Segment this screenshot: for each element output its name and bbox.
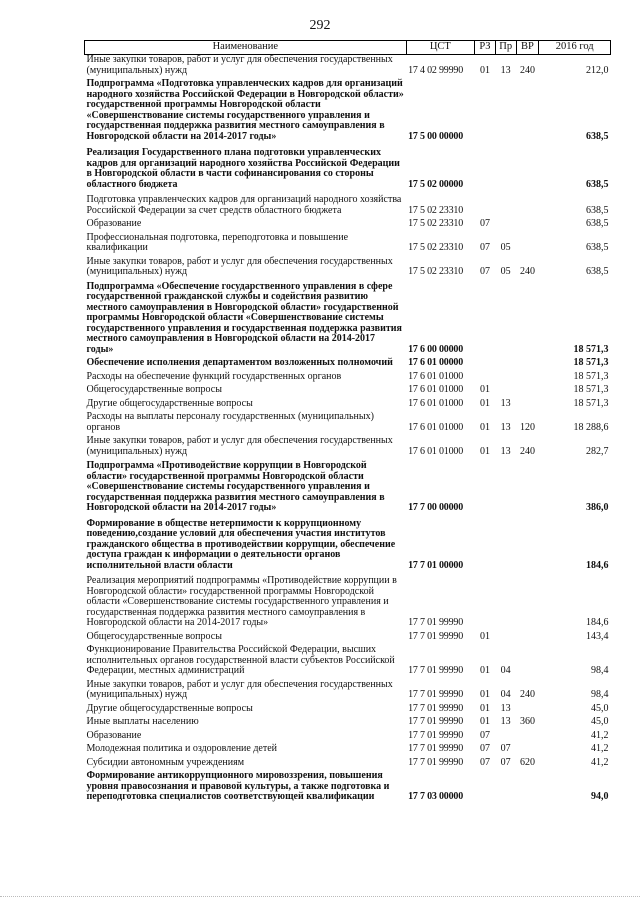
row-value: 638,5 bbox=[586, 218, 609, 229]
row-name: Молодежная политика и оздоровление детей bbox=[86, 743, 278, 754]
row-rz: 01 bbox=[479, 445, 490, 457]
row-value: 184,6 bbox=[586, 559, 609, 571]
row-cst: 17 7 01 99990 bbox=[408, 665, 464, 676]
row-rz: 07 bbox=[479, 266, 490, 277]
row-pr bbox=[495, 195, 516, 219]
row-name: Формирование антикоррупционного мировоззрения, повышения уровня правосознания и правовой культуры, а также подготовка и переподготовка специалистов соответствующей квалификации bbox=[86, 770, 390, 802]
row-rz: 07 bbox=[479, 218, 490, 229]
row-pr: 13 bbox=[500, 421, 511, 433]
row-pr: 07 bbox=[500, 743, 511, 754]
row-cst: 17 7 00 00000 bbox=[408, 502, 464, 513]
row-name: Общегосударственные вопросы bbox=[86, 630, 222, 642]
row-cst: 17 7 03 00000 bbox=[408, 791, 464, 802]
row-name: Образование bbox=[86, 729, 142, 741]
row-value: 98,4 bbox=[591, 665, 609, 676]
row-rz: 01 bbox=[479, 630, 490, 642]
row-vr bbox=[516, 576, 539, 632]
row-value: 41,2 bbox=[591, 743, 609, 754]
row-name: Расходы на выплаты персоналу государственных (муниципальных) органов bbox=[86, 411, 374, 433]
row-value: 212,0 bbox=[586, 64, 609, 76]
row-value: 41,2 bbox=[591, 756, 609, 768]
header-pr: Пр bbox=[495, 41, 516, 55]
row-cst: 17 6 01 01000 bbox=[408, 397, 464, 409]
table-row bbox=[85, 436, 611, 461]
row-pr bbox=[495, 461, 516, 519]
row-cst: 17 7 01 99990 bbox=[408, 617, 464, 628]
table-row bbox=[85, 233, 611, 257]
row-value: 41,2 bbox=[591, 729, 609, 741]
row-name: Другие общегосударственные вопросы bbox=[86, 702, 253, 714]
row-vr: 360 bbox=[519, 716, 535, 727]
table-row bbox=[85, 148, 611, 195]
row-vr: 120 bbox=[519, 421, 535, 433]
row-cst: 17 4 02 99990 bbox=[408, 64, 464, 76]
row-rz: 01 bbox=[479, 702, 490, 714]
row-pr: 13 bbox=[500, 716, 511, 727]
table-row bbox=[85, 257, 611, 282]
table-row bbox=[85, 219, 611, 233]
row-vr bbox=[516, 219, 539, 233]
row-name: Реализация Государственного плана подготовки управленческих кадров для организаций народного хозяйства Российской Федерации в Новгородской области в части софинансирования со стороны областного бюджета bbox=[86, 147, 400, 190]
table-row bbox=[85, 358, 611, 372]
table-row bbox=[85, 412, 611, 436]
row-name: Иные выплаты населению bbox=[86, 716, 199, 727]
table-row bbox=[85, 717, 611, 731]
table-row bbox=[85, 632, 611, 646]
row-value: 143,4 bbox=[586, 630, 609, 642]
row-cst: 17 7 01 99990 bbox=[408, 689, 464, 700]
row-pr bbox=[495, 358, 516, 372]
row-value: 184,6 bbox=[586, 617, 609, 628]
row-rz: 07 bbox=[479, 756, 490, 768]
row-cst: 17 5 00 00000 bbox=[408, 130, 464, 142]
row-rz: 01 bbox=[479, 689, 490, 700]
row-rz: 01 bbox=[479, 64, 490, 76]
row-cst: 17 7 01 99990 bbox=[408, 702, 464, 714]
row-rz bbox=[475, 771, 496, 807]
row-pr bbox=[495, 576, 516, 632]
row-cst: 17 5 02 23310 bbox=[408, 204, 464, 216]
row-name: Подпрограмма «Противодействие коррупции в Новгородской области» государственной программы Новгородской области «Совершенствование системы государственного управления и государственная поддержка развития местного самоуправления в Новгородской области на 2014-2017 годы» bbox=[86, 460, 385, 513]
row-rz bbox=[475, 358, 496, 372]
row-vr: 240 bbox=[519, 689, 535, 700]
table-row bbox=[85, 519, 611, 577]
row-rz bbox=[475, 79, 496, 148]
row-name: Общегосударственные вопросы bbox=[86, 384, 222, 395]
row-name: Подпрограмма «Подготовка управленческих кадров для организаций народного хозяйства Российской Федерации в Новгородской области» государственной программы Новгородской области «Совершенствование системы государственного управления и государственная поддержка развития местного самоуправления в Новгородской области на 2014-2017 годы» bbox=[86, 78, 404, 142]
row-name: Обеспечение исполнения департаментом возложенных полномочий bbox=[86, 357, 393, 368]
row-pr bbox=[495, 771, 516, 807]
table-row bbox=[85, 399, 611, 413]
row-rz bbox=[475, 372, 496, 386]
row-cst: 17 5 02 00000 bbox=[408, 178, 464, 190]
row-vr: 620 bbox=[519, 756, 535, 768]
row-vr bbox=[516, 632, 539, 646]
row-value: 18 571,3 bbox=[573, 357, 609, 368]
row-vr bbox=[516, 282, 539, 359]
row-cst: 17 7 01 99990 bbox=[408, 630, 464, 642]
row-pr: 04 bbox=[500, 689, 511, 700]
row-rz bbox=[475, 195, 496, 219]
row-name: Реализация мероприятий подпрограммы «Противодействие коррупции в Новгородской области» государственной программы Новгородской области «Совершенствование системы государственного управления и государственная поддержка развития местного самоуправления в Новгородской области на 2014-2017 годы» bbox=[86, 575, 397, 628]
budget-table bbox=[84, 40, 611, 807]
row-rz bbox=[475, 282, 496, 359]
table-header-row bbox=[85, 41, 611, 55]
row-pr: 05 bbox=[500, 242, 511, 253]
row-name: Образование bbox=[86, 218, 142, 229]
row-value: 18 571,3 bbox=[573, 370, 609, 382]
header-cst: ЦСТ bbox=[406, 41, 474, 55]
row-rz: 01 bbox=[479, 384, 490, 395]
row-cst: 17 5 02 23310 bbox=[408, 218, 464, 229]
row-vr bbox=[516, 744, 539, 758]
table-row bbox=[85, 645, 611, 680]
row-name: Подпрограмма «Обеспечение государственного управления в сфере государственной гражданской службы и содействия развитию местного самоуправления в Новгородской области» государственной программы Новгородской области «Совершенствование системы государственного управления и государственная поддержка развития местного самоуправления в Новгородской области на 2014-2017 годы» bbox=[86, 280, 402, 355]
row-name: Иные закупки товаров, работ и услуг для обеспечения государственных (муниципальных) нужд bbox=[86, 678, 393, 700]
row-rz: 07 bbox=[479, 729, 490, 741]
row-vr bbox=[516, 79, 539, 148]
row-cst: 17 6 01 01000 bbox=[408, 384, 464, 395]
row-cst: 17 7 01 99990 bbox=[408, 743, 464, 754]
row-vr bbox=[516, 704, 539, 718]
row-value: 638,5 bbox=[586, 178, 609, 190]
row-pr: 13 bbox=[500, 64, 511, 76]
row-vr: 240 bbox=[519, 266, 535, 277]
scan-edge-dots bbox=[0, 896, 640, 898]
row-cst: 17 5 02 23310 bbox=[408, 266, 464, 277]
row-cst: 17 6 01 01000 bbox=[408, 370, 464, 382]
row-value: 282,7 bbox=[586, 445, 609, 457]
row-name: Формирование в обществе нетерпимости к коррупционному поведению,создание условий для обеспечения участия институтов гражданского общества в противодействии коррупции, обеспечение доступа граждан к информации о деятельности органов исполнительной власти области bbox=[86, 517, 396, 571]
page-number: 292 bbox=[309, 18, 331, 33]
row-value: 638,5 bbox=[586, 242, 609, 253]
row-name: Расходы на обеспечение функций государственных органов bbox=[86, 370, 342, 382]
row-cst: 17 7 01 99990 bbox=[408, 729, 464, 741]
row-pr: 13 bbox=[500, 445, 511, 457]
row-rz: 01 bbox=[479, 397, 490, 409]
row-name: Другие общегосударственные вопросы bbox=[86, 397, 253, 409]
row-value: 18 571,3 bbox=[573, 384, 609, 395]
row-name: Функционирование Правительства Российской Федерации, высших исполнительных органов государственной власти субъектов Российской Федерации, местных администраций bbox=[86, 644, 395, 676]
table-row bbox=[85, 282, 611, 359]
row-name: Иные закупки товаров, работ и услуг для обеспечения государственных (муниципальных) нужд bbox=[86, 54, 393, 76]
row-name: Иные закупки товаров, работ и услуг для обеспечения государственных (муниципальных) нужд bbox=[86, 435, 393, 457]
row-cst: 17 6 01 01000 bbox=[408, 445, 464, 457]
row-value: 98,4 bbox=[591, 689, 609, 700]
row-name: Иные закупки товаров, работ и услуг для обеспечения государственных (муниципальных) нужд bbox=[86, 255, 393, 277]
row-value: 45,0 bbox=[591, 716, 609, 727]
row-rz: 07 bbox=[479, 743, 490, 754]
row-value: 18 571,3 bbox=[573, 343, 609, 355]
row-pr bbox=[495, 372, 516, 386]
row-value: 45,0 bbox=[591, 702, 609, 714]
row-rz bbox=[475, 576, 496, 632]
row-rz: 07 bbox=[479, 242, 490, 253]
row-cst: 17 6 01 01000 bbox=[408, 421, 464, 433]
table-row bbox=[85, 79, 611, 148]
row-vr bbox=[516, 358, 539, 372]
table-row bbox=[85, 195, 611, 219]
row-cst: 17 5 02 23310 bbox=[408, 242, 464, 253]
row-vr: 240 bbox=[519, 445, 535, 457]
row-pr bbox=[495, 731, 516, 745]
row-pr bbox=[495, 148, 516, 195]
row-pr: 05 bbox=[500, 266, 511, 277]
row-name: Субсидии автономным учреждениям bbox=[86, 756, 245, 768]
row-pr bbox=[495, 219, 516, 233]
table-row bbox=[85, 680, 611, 704]
row-name: Профессиональная подготовка, переподготовка и повышение квалификации bbox=[86, 231, 349, 253]
row-pr: 04 bbox=[500, 665, 511, 676]
row-pr bbox=[495, 519, 516, 577]
row-vr bbox=[516, 399, 539, 413]
row-value: 638,5 bbox=[586, 130, 609, 142]
table-row bbox=[85, 372, 611, 386]
row-cst: 17 7 01 00000 bbox=[408, 559, 464, 571]
row-vr bbox=[516, 385, 539, 399]
row-rz: 01 bbox=[479, 716, 490, 727]
table-row bbox=[85, 758, 611, 772]
table-row bbox=[85, 461, 611, 519]
row-pr: 07 bbox=[500, 756, 511, 768]
table-row bbox=[85, 744, 611, 758]
row-vr bbox=[516, 461, 539, 519]
row-value: 386,0 bbox=[586, 502, 609, 513]
row-name: Подготовка управленческих кадров для организаций народного хозяйства Российской Федерации за счет средств областного бюджета bbox=[86, 194, 402, 216]
row-cst: 17 6 00 00000 bbox=[408, 343, 464, 355]
row-value: 638,5 bbox=[586, 204, 609, 216]
row-pr bbox=[495, 282, 516, 359]
header-rz: РЗ bbox=[475, 41, 496, 55]
row-vr: 240 bbox=[519, 64, 535, 76]
table-body bbox=[85, 55, 611, 807]
row-vr bbox=[516, 519, 539, 577]
row-pr bbox=[495, 79, 516, 148]
row-value: 638,5 bbox=[586, 266, 609, 277]
table-row bbox=[85, 576, 611, 632]
row-value: 94,0 bbox=[591, 791, 609, 802]
row-pr: 13 bbox=[500, 397, 511, 409]
row-rz bbox=[475, 519, 496, 577]
row-vr bbox=[516, 148, 539, 195]
row-vr bbox=[516, 233, 539, 257]
table-row bbox=[85, 731, 611, 745]
table-row bbox=[85, 385, 611, 399]
row-cst: 17 7 01 99990 bbox=[408, 716, 464, 727]
table-row bbox=[85, 55, 611, 80]
row-cst: 17 6 01 00000 bbox=[408, 357, 464, 368]
row-vr bbox=[516, 195, 539, 219]
row-value: 18 288,6 bbox=[573, 421, 609, 433]
row-vr bbox=[516, 372, 539, 386]
row-vr bbox=[516, 645, 539, 680]
table-row bbox=[85, 704, 611, 718]
row-pr bbox=[495, 632, 516, 646]
table-row bbox=[85, 771, 611, 807]
row-value: 18 571,3 bbox=[573, 397, 609, 409]
row-cst: 17 7 01 99990 bbox=[408, 756, 464, 768]
row-rz bbox=[475, 461, 496, 519]
header-vr: ВР bbox=[516, 41, 539, 55]
row-rz: 01 bbox=[479, 665, 490, 676]
header-name: Наименование bbox=[85, 41, 407, 55]
row-pr: 13 bbox=[500, 702, 511, 714]
row-vr bbox=[516, 771, 539, 807]
row-vr bbox=[516, 731, 539, 745]
row-rz bbox=[475, 148, 496, 195]
header-year: 2016 год bbox=[539, 41, 611, 55]
row-rz: 01 bbox=[479, 421, 490, 433]
row-pr bbox=[495, 385, 516, 399]
